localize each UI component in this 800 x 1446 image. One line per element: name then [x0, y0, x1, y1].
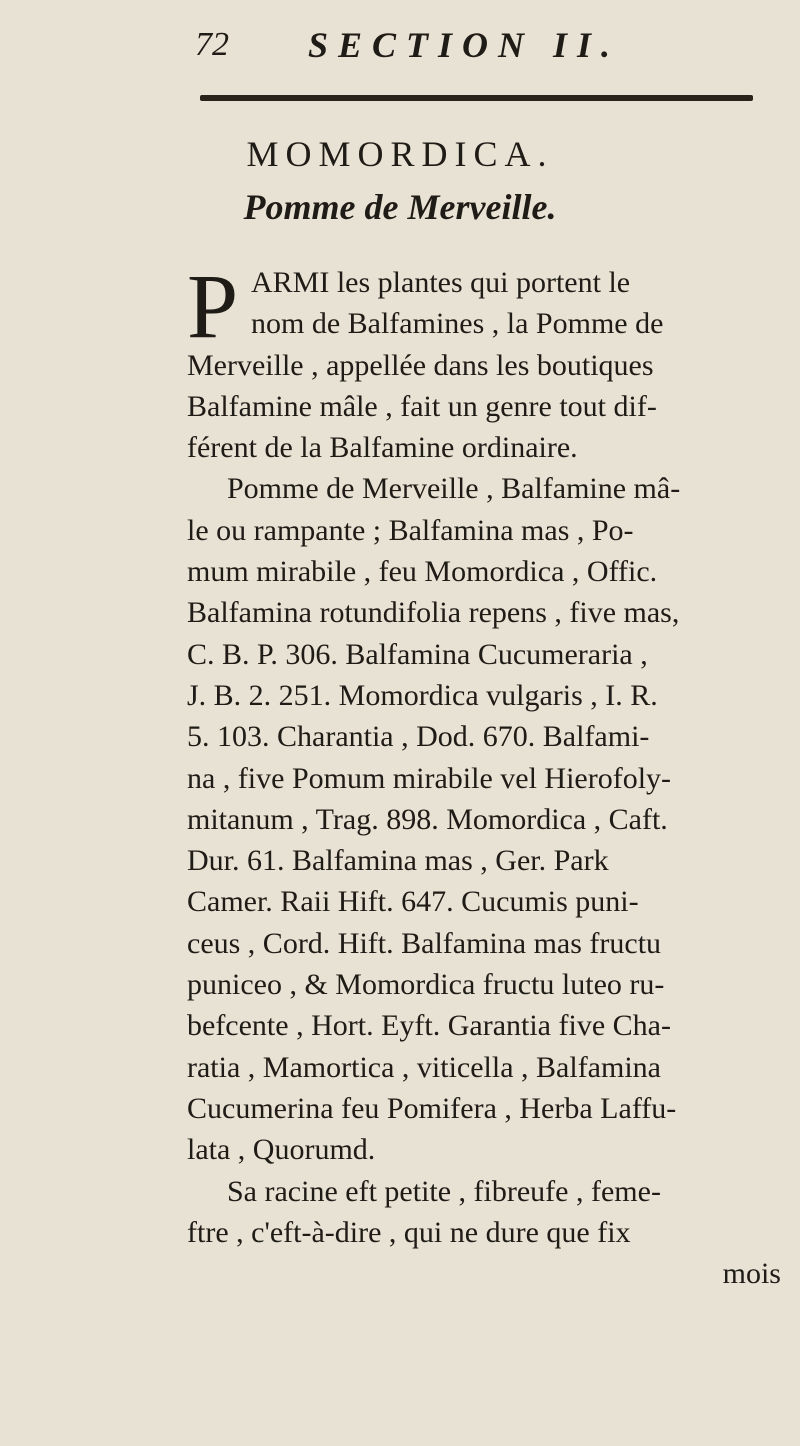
- text-line: puniceo , & Momordica fructu luteo ru-: [187, 968, 665, 1002]
- text-line: Dur. 61. Balfamina mas , Ger. Park: [187, 844, 609, 878]
- text-line: Pomme de Merveille , Balfamine mâ-: [227, 472, 681, 506]
- text-line: befcente , Hort. Eyft. Garantia five Cha-: [187, 1009, 671, 1043]
- page-header: [0, 18, 800, 70]
- text-line: mum mirabile , feu Momordica , Offic.: [187, 555, 658, 589]
- text-line: Camer. Raii Hift. 647. Cucumis puni-: [187, 885, 639, 919]
- text-line: Sa racine eft petite , fibreufe , feme-: [227, 1174, 661, 1208]
- text-line: Balfamine mâle , fait un genre tout dif-: [187, 389, 657, 423]
- header-rule: [200, 95, 753, 101]
- text-line: nom de Balfamines , la Pomme de: [251, 307, 664, 341]
- text-line: ARMI les plantes qui portent le: [251, 266, 631, 299]
- body-text: [187, 255, 785, 1294]
- catchword: mois: [722, 1257, 781, 1291]
- text-line: ratia , Mamortica , viticella , Balfamina: [187, 1050, 661, 1084]
- text-line: lata , Quorumd.: [187, 1133, 376, 1167]
- text-line: le ou rampante ; Balfamina mas , Po-: [187, 513, 634, 547]
- text-line: na , five Pomum mirabile vel Hierofoly-: [187, 761, 672, 795]
- text-line: Cucumerina feu Pomifera , Herba Laffu-: [187, 1091, 677, 1125]
- page-number: 72: [195, 26, 229, 63]
- drop-cap: P: [187, 255, 239, 357]
- text-line: 5. 103. Charantia , Dod. 670. Balfami-: [187, 720, 650, 754]
- text-line: J. B. 2. 251. Momordica vulgaris , I. R.: [187, 678, 658, 712]
- text-line: ceus , Cord. Hift. Balfamina mas fructu: [187, 926, 662, 960]
- text-line: mitanum , Trag. 898. Momordica , Caft.: [187, 802, 668, 836]
- article-title: MOMORDICA.: [246, 134, 554, 174]
- text-line: Merveille , appellée dans les boutiques: [187, 348, 654, 382]
- text-line: C. B. P. 306. Balfamina Cucumeraria ,: [187, 637, 648, 671]
- text-line: férent de la Balfamine ordinaire.: [187, 431, 578, 465]
- text-line: Balfamina rotundifolia repens , five mas,: [187, 596, 680, 630]
- text-line: ftre , c'eft-à-dire , qui ne dure que fix: [187, 1215, 631, 1249]
- running-head: SECTION II.: [308, 25, 621, 65]
- article-subtitle: Pomme de Merveille.: [243, 187, 557, 227]
